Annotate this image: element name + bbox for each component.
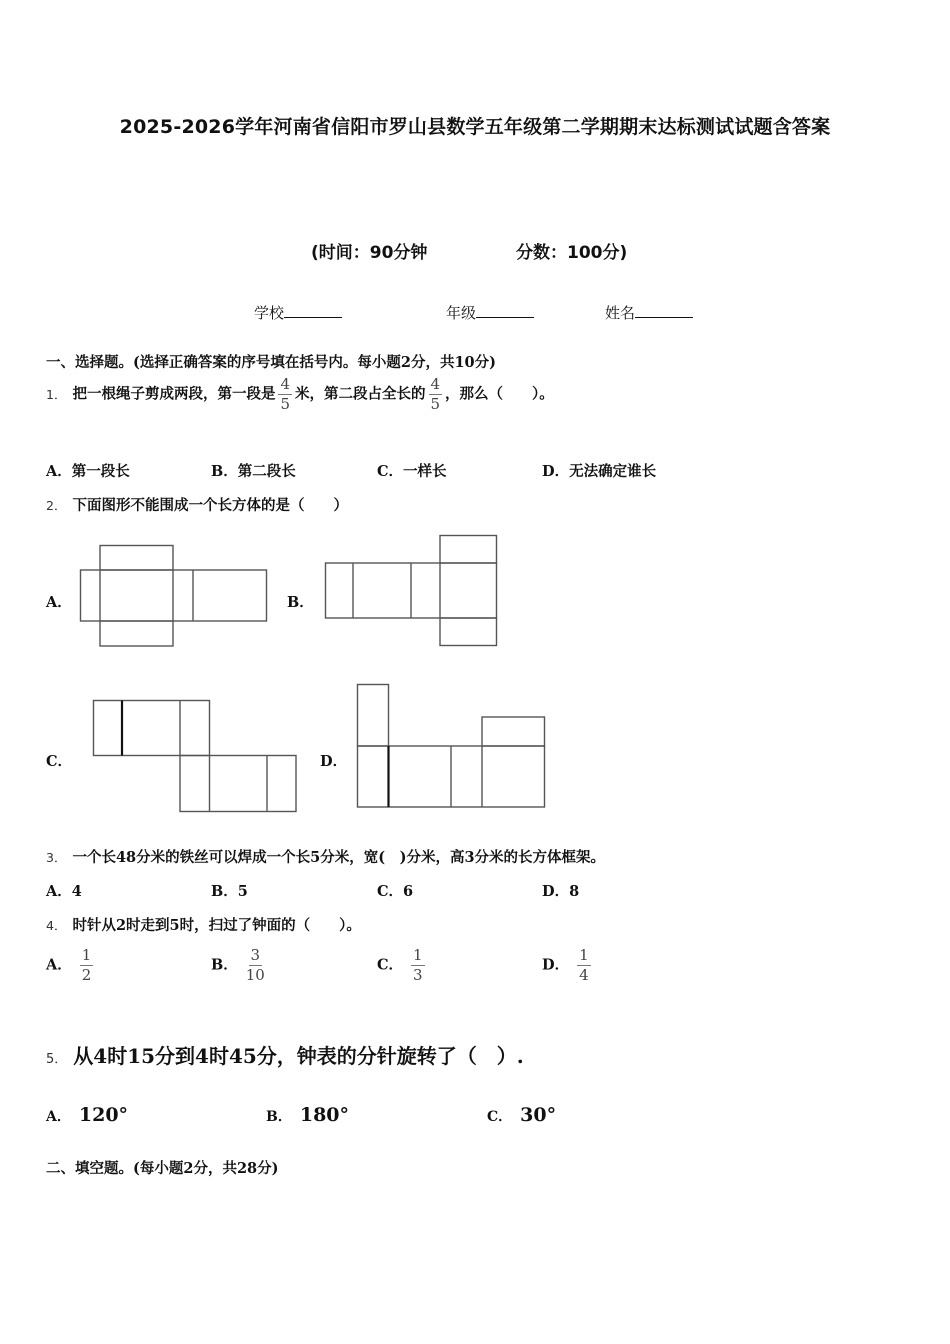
question-3-text: 一个长48分米的铁丝可以焊成一个长5分米，宽( )分米，高3分米的长方体框架。 — [72, 849, 606, 866]
q2-label-b[interactable]: B． — [287, 594, 314, 611]
grade-field[interactable] — [446, 302, 534, 323]
q5-option-c-value: 30° — [520, 1104, 557, 1126]
cuboid-net-a[interactable] — [80, 545, 270, 647]
fraction-numerator: 1 — [413, 946, 423, 964]
q4-option-a-fraction — [80, 947, 94, 984]
page-title: 2025-2026学年河南省信阳市罗山县数学五年级第二学期期末达标测试试题含答案 — [119, 116, 831, 138]
q4-option-d-fraction — [577, 947, 591, 984]
net-a-top-face — [100, 546, 173, 571]
q1-option-a[interactable]: A．第一段长 — [46, 463, 130, 480]
q2-label-d[interactable]: D． — [320, 753, 348, 770]
q5-option-b[interactable] — [266, 1104, 349, 1126]
question-4-number: 4． — [46, 918, 67, 933]
q4-option-a-label: A． — [46, 956, 72, 974]
fraction-numerator: 3 — [250, 946, 261, 964]
fraction-denominator: 5 — [430, 395, 441, 413]
fraction-numerator: 1 — [579, 946, 589, 964]
question-5-text: 从4时15分到4时45分，钟表的分针旋转了（ ）. — [73, 1044, 524, 1068]
question-3-number: 3． — [46, 850, 67, 865]
q1-option-d[interactable]: D．无法确定谁长 — [542, 463, 657, 480]
fraction-denominator: 10 — [245, 966, 265, 984]
q2-label-c[interactable]: C． — [46, 753, 73, 770]
question-1-fraction-2 — [429, 376, 443, 413]
question-2 — [46, 494, 348, 515]
net-b-bottom-face — [440, 618, 497, 646]
q4-option-d[interactable] — [542, 947, 594, 984]
q4-option-b-fraction — [246, 947, 265, 984]
question-2-number: 2． — [46, 498, 67, 513]
name-label: 姓名 — [605, 304, 636, 322]
q4-option-a[interactable] — [46, 947, 96, 984]
fraction-numerator: 4 — [280, 375, 290, 393]
name-field[interactable] — [605, 302, 693, 323]
section-1-heading: 一、选择题。(选择正确答案的序号填在括号内。每小题2分，共10分) — [46, 354, 496, 371]
question-1-text-b: 米，第二段占全长的 — [295, 385, 426, 403]
fraction-numerator: 1 — [81, 946, 92, 964]
question-3 — [46, 846, 605, 867]
q5-option-a[interactable] — [46, 1104, 128, 1126]
cuboid-net-c[interactable] — [93, 700, 301, 814]
question-1-text-c: ，那么（ ）。 — [445, 385, 554, 403]
q5-option-a-label: A． — [46, 1109, 71, 1125]
q4-option-c[interactable] — [377, 947, 428, 984]
net-d-top-face — [358, 685, 389, 747]
q5-option-c[interactable] — [487, 1104, 556, 1126]
q3-option-a[interactable]: A．4 — [46, 883, 82, 900]
question-1-text-a: 把一根绳子剪成两段，第一段是 — [72, 385, 276, 403]
question-5 — [46, 1040, 524, 1069]
exam-time: (时间：90分钟 — [311, 243, 428, 263]
q4-option-c-label: C． — [377, 956, 404, 974]
question-4-text: 时针从2时走到5时，扫过了钟面的（ ）。 — [72, 917, 361, 934]
q5-option-b-value: 180° — [299, 1104, 350, 1126]
net-c-upper-row — [94, 701, 210, 756]
question-2-text: 下面图形不能围成一个长方体的是（ ） — [72, 497, 348, 514]
net-c-lower-row — [180, 756, 296, 812]
school-label: 学校 — [254, 304, 285, 322]
q4-option-b[interactable] — [211, 947, 268, 984]
q4-option-b-label: B． — [211, 956, 238, 974]
q1-option-b[interactable]: B．第二段长 — [211, 463, 296, 480]
q2-label-a[interactable]: A． — [46, 594, 72, 611]
q5-option-c-label: C． — [487, 1109, 513, 1125]
school-field[interactable] — [254, 302, 342, 323]
fraction-denominator: 3 — [413, 966, 423, 984]
net-d-side-face — [482, 717, 545, 746]
q5-option-a-value: 120° — [78, 1104, 129, 1126]
question-1 — [46, 376, 554, 413]
section-2-heading: 二、填空题。(每小题2分，共28分) — [46, 1160, 279, 1177]
question-5-number: 5． — [46, 1052, 68, 1067]
net-b-top-face — [440, 536, 497, 564]
q3-option-b[interactable]: B．5 — [211, 883, 248, 900]
q3-option-c[interactable]: C．6 — [377, 883, 414, 900]
fraction-denominator: 2 — [81, 966, 92, 984]
fraction-denominator: 5 — [280, 395, 290, 413]
q4-option-c-fraction — [411, 947, 425, 984]
q4-option-d-label: D． — [542, 956, 570, 974]
q3-option-d[interactable]: D．8 — [542, 883, 580, 900]
fraction-denominator: 4 — [579, 966, 589, 984]
fraction-numerator: 4 — [430, 375, 441, 393]
cuboid-net-d[interactable] — [357, 684, 549, 812]
exam-score: 分数：100分) — [516, 243, 628, 263]
question-4 — [46, 914, 361, 935]
school-blank[interactable] — [284, 303, 342, 318]
question-1-number: 1． — [46, 386, 67, 402]
cuboid-net-b[interactable] — [325, 535, 500, 647]
grade-label: 年级 — [446, 304, 477, 322]
grade-blank[interactable] — [476, 303, 534, 318]
name-blank[interactable] — [635, 303, 693, 318]
net-a-bottom-face — [100, 621, 173, 646]
q1-option-c[interactable]: C．一样长 — [377, 463, 447, 480]
q5-option-b-label: B． — [266, 1109, 292, 1125]
question-1-fraction-1 — [278, 376, 292, 413]
